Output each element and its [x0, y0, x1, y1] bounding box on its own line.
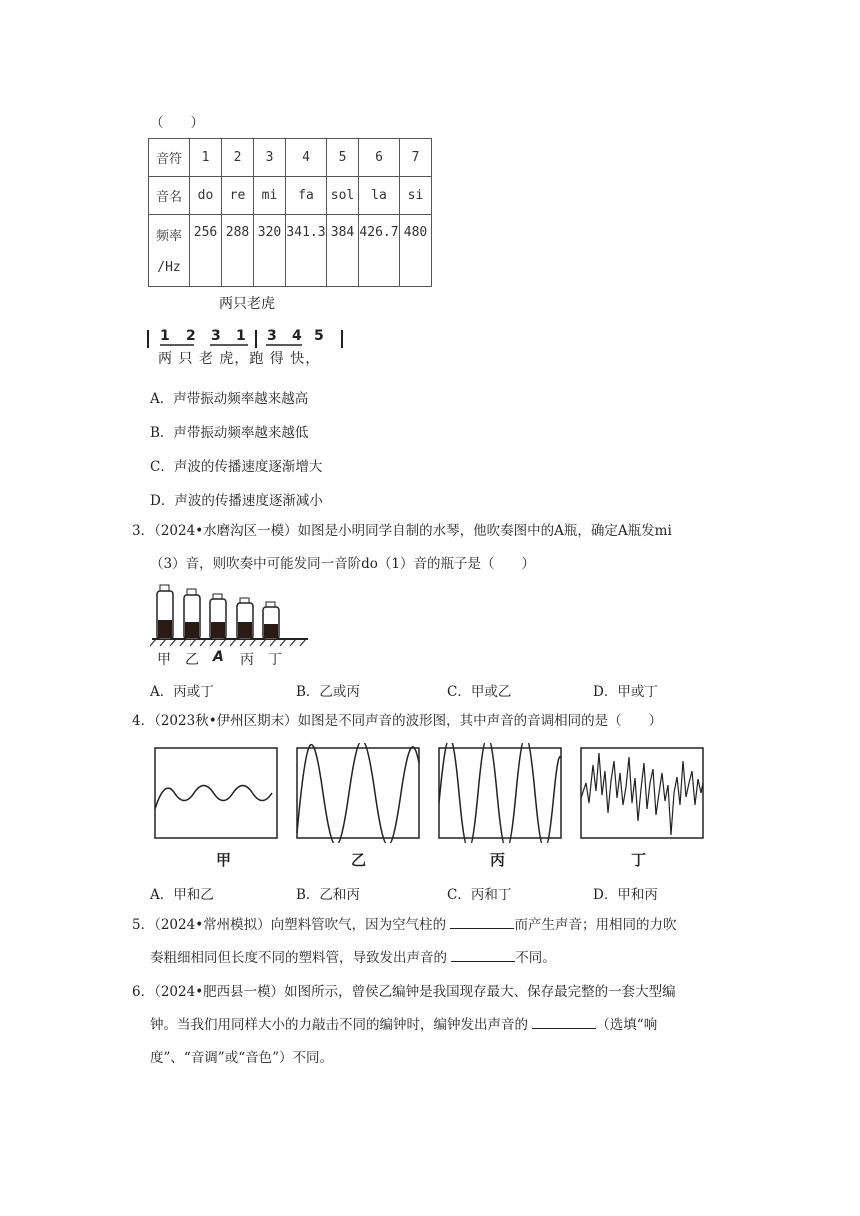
q5-text: 不同。: [515, 950, 556, 966]
answer-blank[interactable]: [532, 1016, 596, 1029]
question-5-line1: [132, 909, 676, 942]
freq-label: 频率: [155, 228, 182, 244]
table-cell: 480: [400, 215, 432, 287]
table-row-label: [149, 215, 190, 287]
notes-frequency-table: [148, 138, 432, 287]
question-4-line1: 4．（2023秋•伊州区期末）如图是不同声音的波形图，其中声音的音调相同的是（ ）: [132, 713, 663, 729]
table-cell: 256: [190, 215, 222, 287]
score-note: 4: [292, 328, 302, 344]
bottle-label: 乙: [185, 652, 199, 668]
table-cell: 1: [190, 139, 222, 177]
question-6-line3: 度”、“音调”或“音色”）不同。: [150, 1050, 334, 1066]
option-c: C．甲或乙: [447, 684, 512, 700]
table-cell: 288: [222, 215, 254, 287]
question-6-line2: [150, 1009, 657, 1042]
score-note: 3: [211, 328, 221, 344]
waveforms-figure: [150, 743, 710, 843]
bottle-label: 丁: [268, 652, 282, 668]
score-note: 1: [236, 328, 246, 344]
option-b: B．乙或丙: [296, 684, 360, 700]
question-3-line1: 3．（2024•水磨沟区一模）如图是小明同学自制的水琴，他吹奏图中的A瓶，确定A瓶发mi: [132, 523, 672, 539]
table-row-label: 音符: [149, 139, 190, 177]
question-6-line1: 6．（2024•肥西县一模）如图所示，曾侯乙编钟是我国现存最大、保存最完整的一套大型编: [132, 984, 676, 1000]
table-cell: re: [222, 177, 254, 215]
q5-text: 5．（2024•常州模拟）向塑料管吹气，因为空气柱的: [132, 917, 451, 933]
wave-label: 丙: [490, 851, 506, 869]
freq-unit: /Hz: [157, 259, 181, 275]
table-cell: 3: [254, 139, 286, 177]
table-cell: 6: [359, 139, 400, 177]
score-note: 2: [186, 328, 196, 344]
option-b: B．声带振动频率越来越低: [150, 425, 309, 441]
table-cell: 7: [400, 139, 432, 177]
song-title: 两只老虎: [219, 296, 275, 312]
option-d: D．甲或丁: [593, 684, 658, 700]
bottle-label: 甲: [157, 652, 171, 668]
question-5-line2: [150, 942, 556, 975]
option-a: A．声带振动频率越来越高: [150, 391, 309, 407]
table-cell: 320: [254, 215, 286, 287]
table-cell: 5: [327, 139, 359, 177]
option-a: A．丙或丁: [150, 684, 214, 700]
answer-blank[interactable]: [450, 916, 514, 929]
wave-label: 甲: [216, 851, 232, 869]
score-note: 5: [314, 328, 324, 344]
q5-text: 而产生声音；用相同的力吹: [514, 917, 677, 933]
option-c: C．声波的传播速度逐渐增大: [150, 459, 323, 475]
water-bottles-figure: [148, 582, 314, 648]
score-note: 3: [267, 328, 277, 344]
table-cell: mi: [254, 177, 286, 215]
bottle-label: 丙: [240, 652, 254, 668]
table-cell: si: [400, 177, 432, 215]
table-cell: 2: [222, 139, 254, 177]
table-cell: 384: [327, 215, 359, 287]
table-cell: fa: [286, 177, 327, 215]
table-cell: 341.3: [286, 215, 327, 287]
q6-text: 钟。当我们用同样大小的力敲击不同的编钟时，编钟发出声音的: [150, 1017, 533, 1033]
q5-text: 奏粗细相同但长度不同的塑料管，导致发出声音的: [150, 950, 452, 966]
table-cell: sol: [327, 177, 359, 215]
table-cell: 426.7: [359, 215, 400, 287]
bottle-label: A: [213, 649, 224, 665]
table-cell: 4: [286, 139, 327, 177]
option-d: D．甲和丙: [593, 887, 658, 903]
option-b: B．乙和丙: [296, 887, 360, 903]
score-lyrics: 两 只 老 虎，跑 得 快，: [158, 351, 321, 367]
option-a: A．甲和乙: [150, 887, 214, 903]
score-note: 1: [160, 328, 170, 344]
table-cell: la: [359, 177, 400, 215]
answer-paren: （ ）: [150, 115, 204, 131]
score-bars: [146, 326, 356, 350]
table-cell: do: [190, 177, 222, 215]
answer-blank[interactable]: [451, 949, 515, 962]
option-c: C．丙和丁: [447, 887, 512, 903]
table-row-label: 音名: [149, 177, 190, 215]
q6-text: （选填“响: [596, 1017, 658, 1033]
question-3-line2: （3）音，则吹奏中可能发同一音阶do（1）音的瓶子是（ ）: [150, 556, 535, 572]
option-d: D．声波的传播速度逐渐减小: [150, 493, 323, 509]
wave-label: 乙: [351, 851, 367, 869]
wave-label: 丁: [631, 851, 647, 869]
